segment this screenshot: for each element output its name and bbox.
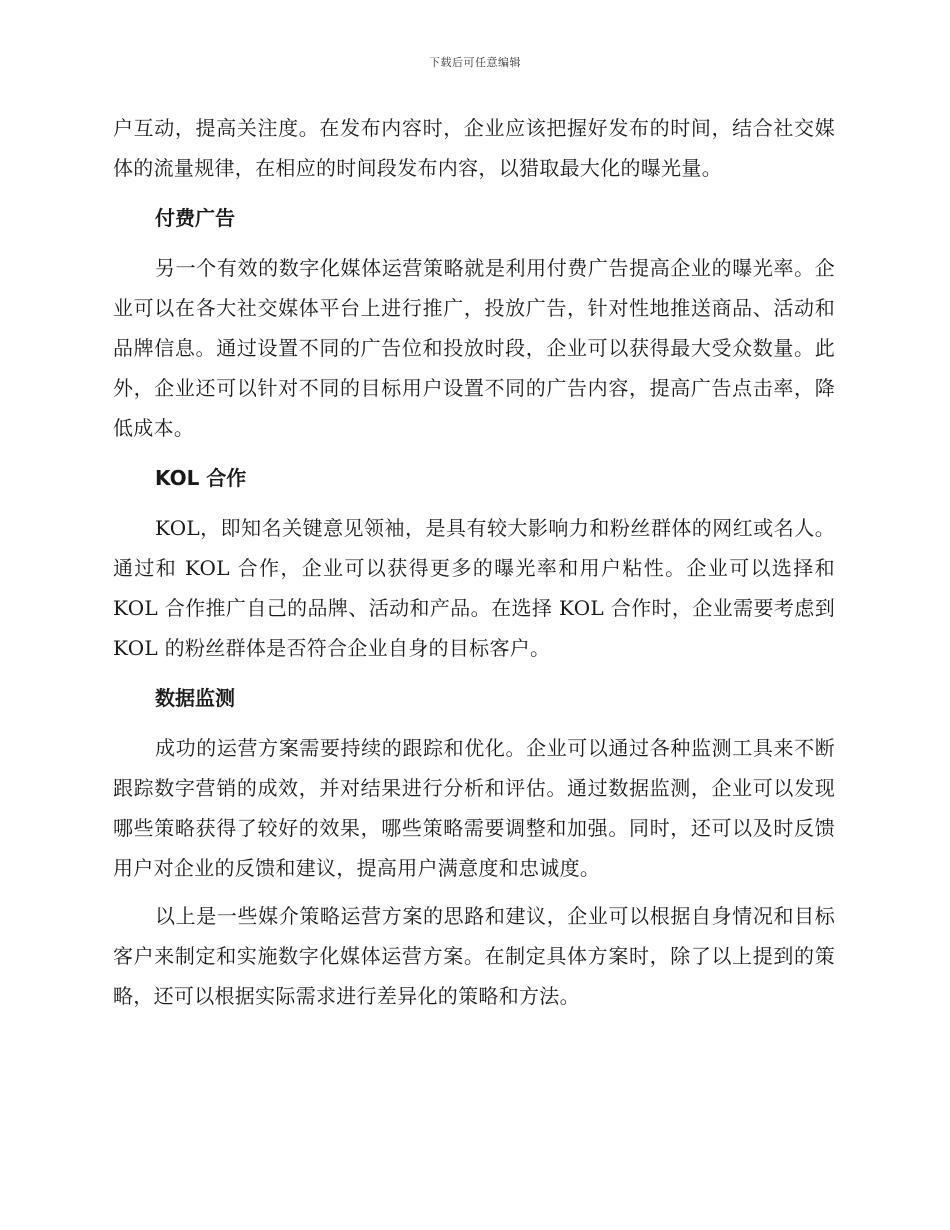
page-header: 下载后可任意编辑 [429, 56, 521, 69]
intro-paragraph: 户互动，提高关注度。在发布内容时，企业应该把握好发布的时间，结合社交媒体的流量规律，在相应的时间段发布内容，以猎取最大化的曝光量。 [113, 116, 835, 180]
section-heading-kol: KOL 合作 [155, 466, 247, 490]
section-paragraph-data-monitoring: 成功的运营方案需要持续的跟踪和优化。企业可以通过各种监测工具来不断跟踪数字营销的成效，并对结果进行分析和评估。通过数据监测，企业可以发现哪些策略获得了较好的效果，哪些策略需要调整和加强。同时，还可以及时反馈用户对企业的反馈和建议，提高用户满意度和忠诚度。 [113, 736, 835, 880]
section-paragraph-kol: KOL，即知名关键意见领袖，是具有较大影响力和粉丝群体的网红或名人。通过和 KOL 合作，企业可以获得更多的曝光率和用户粘性。企业可以选择和 KOL 合作推广自己的品牌、活动和产品。在选择 KOL 合作时，企业需要考虑到 KOL 的粉丝群体是否符合企业自身的目标客户。 [113, 516, 835, 660]
document-body [113, 108, 835, 1016]
paragraph-gap [113, 888, 835, 896]
closing-paragraph: 以上是一些媒介策略运营方案的思路和建议，企业可以根据自身情况和目标客户来制定和实施数字化媒体运营方案。在制定具体方案时，除了以上提到的策略，还可以根据实际需求进行差异化的策略和方法。 [113, 904, 835, 1008]
section-heading-data-monitoring: 数据监测 [155, 686, 235, 710]
section-paragraph-paid-ads: 另一个有效的数字化媒体运营策略就是利用付费广告提高企业的曝光率。企业可以在各大社交媒体平台上进行推广，投放广告，针对性地推送商品、活动和品牌信息。通过设置不同的广告位和投放时段，企业可以获得最大受众数量。此外，企业还可以针对不同的目标用户设置不同的广告内容，提高广告点击率，降低成本。 [113, 256, 835, 440]
section-heading-paid-ads: 付费广告 [155, 206, 235, 230]
